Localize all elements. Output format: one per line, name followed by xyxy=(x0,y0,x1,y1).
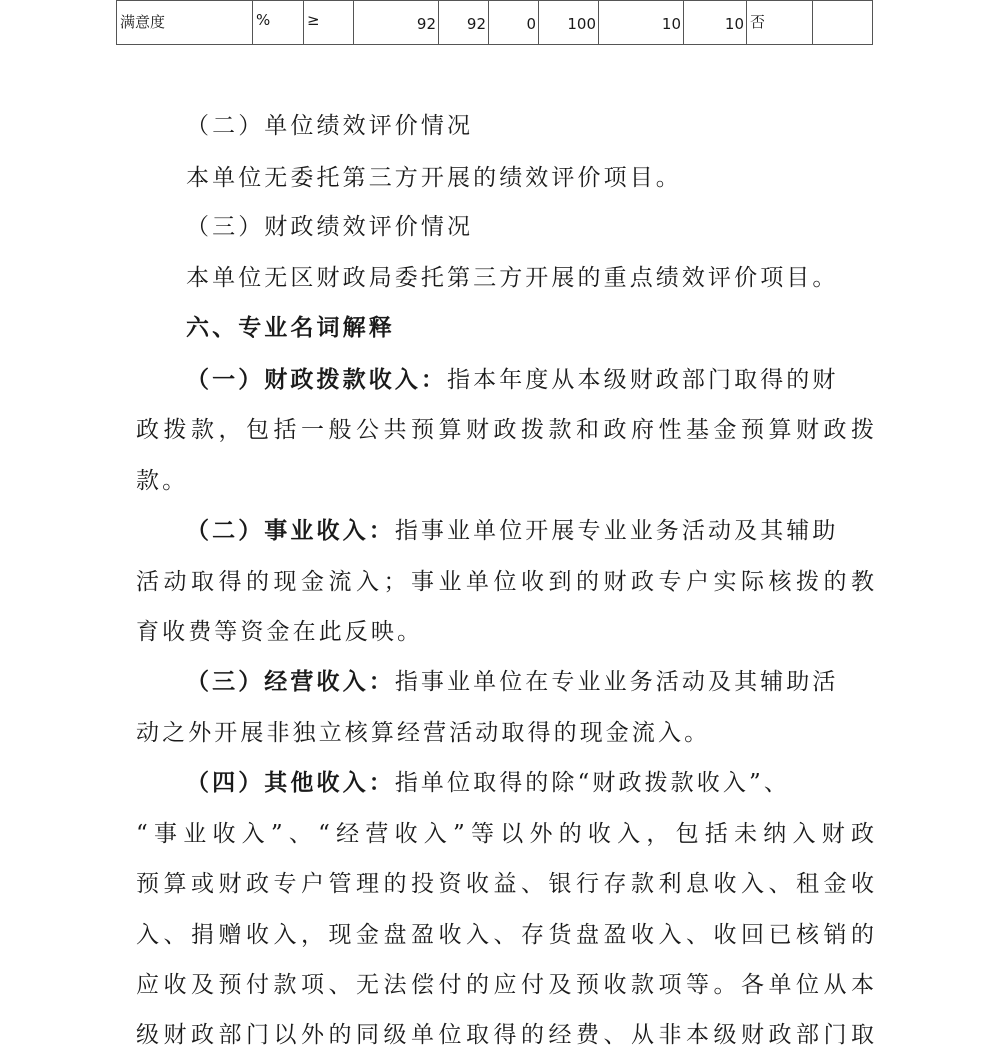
table-cell-deviation: 0 xyxy=(489,1,539,45)
term-2-first-line xyxy=(186,515,839,547)
table-cell-flag: 否 xyxy=(747,1,813,45)
term-3-text: 指事业单位在专业业务活动及其辅助活 xyxy=(394,669,839,695)
table-cell-actual: 92 xyxy=(439,1,489,45)
performance-table xyxy=(116,0,873,45)
table-cell-target: 92 xyxy=(354,1,439,45)
table-cell-indicator: 满意度 xyxy=(117,1,253,45)
table-row xyxy=(117,1,873,45)
term-4-line-3: 预算或财政专户管理的投资收益、银行存款利息收入、租金收 xyxy=(136,871,876,897)
term-2-label: （二）事业收入： xyxy=(186,517,395,544)
table-cell-unit: % xyxy=(253,1,304,45)
term-2-text: 指事业单位开展专业业务活动及其辅助 xyxy=(394,518,839,544)
term-1-line-3: 款。 xyxy=(136,468,189,494)
table-cell-note xyxy=(813,1,873,45)
term-3-line-2: 动之外开展非独立核算经营活动取得的现金流入。 xyxy=(136,720,711,746)
term-3-label: （三）经营收入： xyxy=(186,668,395,695)
term-3-first-line xyxy=(186,666,839,698)
term-4-line-4: 入、捐赠收入，现金盘盈收入、存货盘盈收入、收回已核销的 xyxy=(136,922,876,948)
term-1-label: （一）财政拨款收入： xyxy=(186,366,447,393)
table-cell-score: 10 xyxy=(684,1,747,45)
term-2-line-2: 活动取得的现金流入；事业单位收到的财政专户实际核拨的教 xyxy=(136,569,876,595)
table-cell-rate: 100 xyxy=(539,1,599,45)
term-4-first-line xyxy=(186,767,790,799)
term-2-line-3: 育收费等资金在此反映。 xyxy=(136,619,424,645)
term-4-text: 指单位取得的除“财政拨款收入”、 xyxy=(394,770,790,796)
table-cell-weight: 10 xyxy=(599,1,684,45)
section-heading-finance-evaluation: （三）财政绩效评价情况 xyxy=(186,214,474,240)
term-4-line-2: “事业收入”、“经营收入”等以外的收入，包括未纳入财政 xyxy=(136,821,876,847)
term-1-first-line xyxy=(186,364,839,396)
section-heading-terms: 六、专业名词解释 xyxy=(186,314,395,341)
term-4-label: （四）其他收入： xyxy=(186,769,395,796)
table-cell-operator: ≥ xyxy=(304,1,354,45)
section-body-unit-evaluation: 本单位无委托第三方开展的绩效评价项目。 xyxy=(186,165,682,191)
section-body-finance-evaluation: 本单位无区财政局委托第三方开展的重点绩效评价项目。 xyxy=(186,265,839,291)
term-1-text: 指本年度从本级财政部门取得的财 xyxy=(447,367,839,393)
section-heading-unit-evaluation: （二）单位绩效评价情况 xyxy=(186,113,474,139)
term-1-line-2: 政拨款，包括一般公共预算财政拨款和政府性基金预算财政拨 xyxy=(136,417,876,443)
term-4-line-5: 应收及预付款项、无法偿付的应付及预收款项等。各单位从本 xyxy=(136,972,876,998)
term-4-line-6: 级财政部门以外的同级单位取得的经费、从非本级财政部门取 xyxy=(136,1022,876,1048)
